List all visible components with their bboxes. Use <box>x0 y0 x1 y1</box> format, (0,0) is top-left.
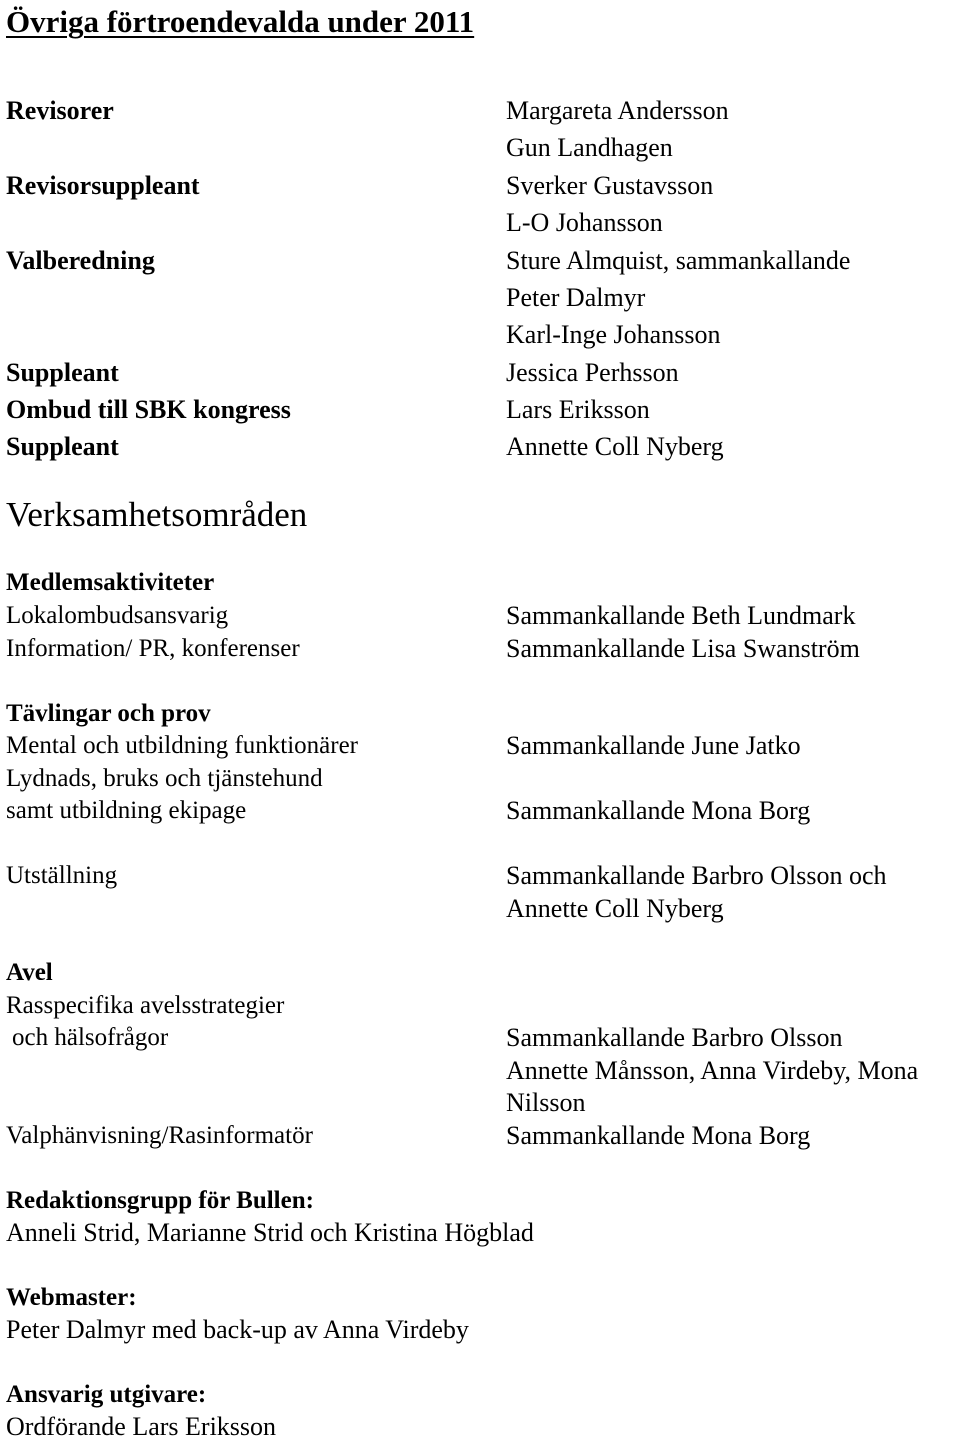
medlem-item: Lokalombudsansvarig <box>6 602 229 629</box>
tavling-name: Sammankallande June Jatko <box>506 731 801 760</box>
avel-heading: Avel <box>6 959 53 986</box>
official-name: Annette Coll Nyberg <box>506 432 724 461</box>
tavling-heading: Tävlingar och prov <box>6 700 211 727</box>
tavling-name: Sammankallande Mona Borg <box>506 796 811 825</box>
tavling-item: samt utbildning ekipage <box>6 797 247 824</box>
avel-name: Sammankallande Mona Borg <box>506 1121 811 1150</box>
official-name: Margareta Andersson <box>506 96 729 125</box>
webmaster-heading: Webmaster: <box>6 1284 137 1311</box>
page-title: Övriga förtroendevalda under 2011 <box>6 4 475 39</box>
avel-item: Valphänvisning/Rasinformatör <box>6 1122 313 1149</box>
official-name: Sverker Gustavsson <box>506 171 714 200</box>
avel-name: Nilsson <box>506 1088 586 1117</box>
official-name: Jessica Perhsson <box>506 358 679 387</box>
label-ombud: Ombud till SBK kongress <box>6 395 291 424</box>
tavling-item: Mental och utbildning funktionärer <box>6 732 359 759</box>
label-suppleant-2: Suppleant <box>6 432 119 461</box>
medlem-item: Information/ PR, konferenser <box>6 635 300 662</box>
publisher-text: Ordförande Lars Eriksson <box>6 1412 277 1441</box>
medlem-name: Sammankallande Beth Lundmark <box>506 601 856 630</box>
official-name: Peter Dalmyr <box>506 283 646 312</box>
webmaster-text: Peter Dalmyr med back-up av Anna Virdeby <box>6 1315 469 1344</box>
tavling-item: Lydnads, bruks och tjänstehund <box>6 765 323 792</box>
medlem-heading: Medlemsaktiviteter <box>6 569 215 596</box>
bullen-heading: Redaktionsgrupp för Bullen: <box>6 1187 314 1214</box>
utstallning-name: Annette Coll Nyberg <box>506 894 724 923</box>
utstallning-name: Sammankallande Barbro Olsson och <box>506 861 887 890</box>
official-name: Karl-Inge Johansson <box>506 320 721 349</box>
publisher-heading: Ansvarig utgivare: <box>6 1381 207 1408</box>
official-name: Lars Eriksson <box>506 395 650 424</box>
avel-item: och hälsofrågor <box>12 1024 169 1051</box>
official-name: L-O Johansson <box>506 208 663 237</box>
medlem-name: Sammankallande Lisa Swanström <box>506 634 860 663</box>
label-valberedning: Valberedning <box>6 246 155 275</box>
bullen-text: Anneli Strid, Marianne Strid och Kristina Högblad <box>6 1218 534 1247</box>
utstallning-label: Utställning <box>6 862 118 889</box>
section-heading-areas: Verksamhetsområden <box>6 495 308 534</box>
label-suppleant: Suppleant <box>6 358 119 387</box>
avel-item: Rasspecifika avelsstrategier <box>6 992 285 1019</box>
avel-name: Annette Månsson, Anna Virdeby, Mona <box>506 1056 919 1085</box>
label-revisorsuppleant: Revisorsuppleant <box>6 171 200 200</box>
official-name: Gun Landhagen <box>506 133 673 162</box>
avel-name: Sammankallande Barbro Olsson <box>506 1023 843 1052</box>
label-revisorer: Revisorer <box>6 96 114 125</box>
official-name: Sture Almquist, sammankallande <box>506 246 851 275</box>
